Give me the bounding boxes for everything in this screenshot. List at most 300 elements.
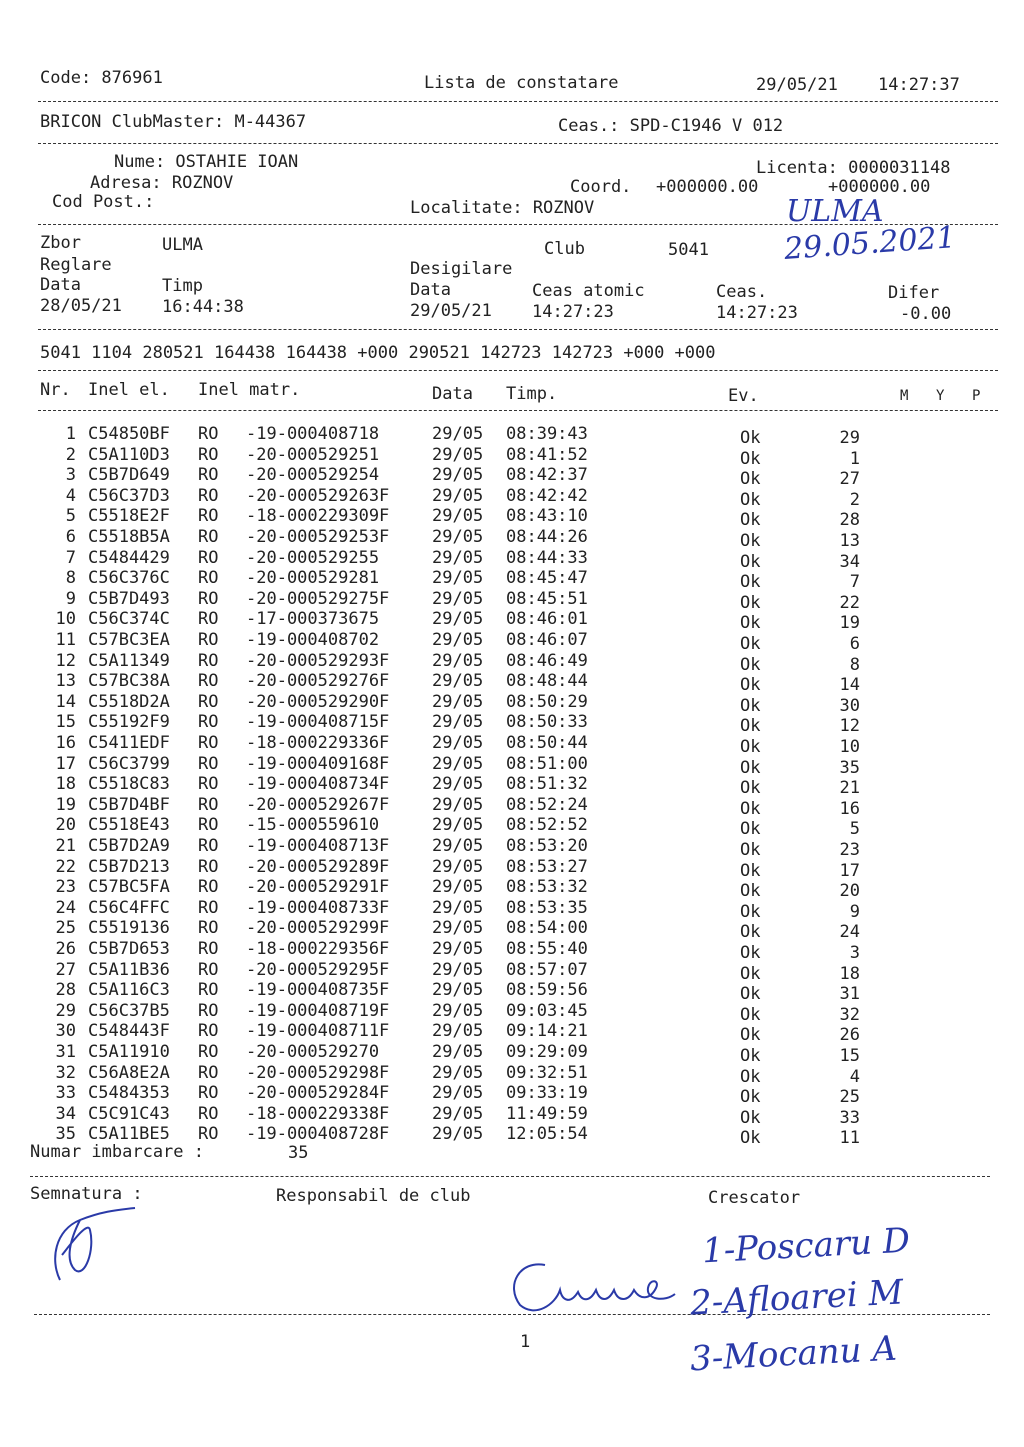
arrival-date: 29/05 <box>432 959 484 980</box>
row-number: 31 <box>55 1042 76 1062</box>
row-number: 20 <box>55 815 76 836</box>
arrival-time: 08:46:07 <box>506 630 588 650</box>
ring-number: -20-000529289F <box>246 856 390 877</box>
ring-number: -19-000408713F <box>246 836 390 856</box>
row-number: 28 <box>55 980 76 1001</box>
arrival-date: 29/05 <box>432 939 484 959</box>
table-row <box>0 424 1024 448</box>
electronic-ring: C5B7D493 <box>88 588 170 609</box>
col-ev: Ev. <box>728 386 759 406</box>
breeder-label: Crescator <box>708 1188 801 1208</box>
row-number: 2 <box>65 444 76 465</box>
electronic-ring: C5484353 <box>88 1083 170 1104</box>
table-row <box>0 856 1024 881</box>
country-code: RO <box>198 547 219 568</box>
arrival-time: 08:45:51 <box>506 588 588 609</box>
ring-number: -19-000408719F <box>246 1000 390 1021</box>
electronic-ring: C5B7D649 <box>88 465 170 486</box>
table-row <box>0 506 1024 531</box>
handwritten-witness-2: 2-Afloarei M <box>689 1272 905 1324</box>
event-status: Ok <box>740 613 761 634</box>
system-label: BRICON ClubMaster: M-44367 <box>40 112 307 132</box>
event-status: Ok <box>740 531 761 551</box>
ceas-time: 14:27:23 <box>716 303 798 323</box>
electronic-ring: C5C91C43 <box>88 1103 170 1124</box>
difer-label: Difer <box>888 283 940 303</box>
rank: 14 <box>839 675 860 696</box>
ring-number: -17-000373675 <box>246 609 380 630</box>
rank: 21 <box>839 778 860 799</box>
table-row <box>0 568 1024 593</box>
country-code: RO <box>198 1083 219 1104</box>
arrival-date: 29/05 <box>432 980 484 1001</box>
row-number: 17 <box>55 753 76 774</box>
country-code: RO <box>198 1021 219 1042</box>
electronic-ring: C5A11910 <box>88 1042 170 1062</box>
row-number: 34 <box>55 1103 76 1124</box>
arrival-date: 29/05 <box>432 444 484 465</box>
rank: 8 <box>849 654 860 675</box>
row-number: 24 <box>55 897 76 918</box>
arrival-time: 08:55:40 <box>506 939 588 959</box>
electronic-ring: C56C37D3 <box>88 485 170 506</box>
arrival-time: 08:42:42 <box>506 485 588 506</box>
rank: 9 <box>849 901 860 922</box>
arrival-time: 08:53:35 <box>506 897 588 918</box>
electronic-ring: C57BC3EA <box>88 630 170 650</box>
reglare-date: 28/05/21 <box>40 296 122 316</box>
event-status: Ok <box>740 489 761 510</box>
arrival-date: 29/05 <box>432 671 484 692</box>
arrival-time: 08:41:52 <box>506 444 588 465</box>
table-row <box>0 1000 1024 1025</box>
arrival-date: 29/05 <box>432 794 484 815</box>
ring-number: -15-000559610 <box>246 815 380 836</box>
document-title: Lista de constatare <box>424 73 619 93</box>
row-number: 33 <box>55 1083 76 1104</box>
separator <box>38 370 998 371</box>
table-row <box>0 1083 1024 1108</box>
arrival-time: 11:49:59 <box>506 1103 588 1124</box>
arrival-date: 29/05 <box>432 1083 484 1104</box>
locality: Localitate: ROZNOV <box>410 198 595 218</box>
row-number: 30 <box>55 1021 76 1042</box>
ring-number: -18-000229338F <box>246 1103 390 1124</box>
electronic-ring: C5A11B36 <box>88 959 170 980</box>
event-status: Ok <box>740 716 761 737</box>
country-code: RO <box>198 485 219 506</box>
row-number: 3 <box>65 465 76 486</box>
rank: 28 <box>839 510 860 531</box>
event-status: Ok <box>740 1066 761 1087</box>
row-number: 6 <box>65 527 76 547</box>
handwritten-witness-3: 3-Mocanu A <box>689 1328 898 1380</box>
rank: 19 <box>839 613 860 634</box>
ring-number: -20-000529281 <box>246 568 380 589</box>
arrival-time: 08:53:32 <box>506 877 588 898</box>
rank: 13 <box>839 531 860 551</box>
col-m: M <box>900 388 909 404</box>
arrival-time: 08:45:47 <box>506 568 588 589</box>
event-status: Ok <box>740 551 761 572</box>
event-status: Ok <box>740 860 761 881</box>
table-row <box>0 671 1024 696</box>
arrival-date: 29/05 <box>432 506 484 527</box>
event-status: Ok <box>740 510 761 531</box>
electronic-ring: C5B7D4BF <box>88 794 170 815</box>
arrival-time: 08:59:56 <box>506 980 588 1001</box>
arrival-time: 08:43:10 <box>506 506 588 527</box>
coord-label: Coord. <box>570 177 632 197</box>
row-number: 9 <box>65 588 76 609</box>
col-time: Timp. <box>506 384 558 404</box>
country-code: RO <box>198 609 219 630</box>
arrival-time: 08:57:07 <box>506 959 588 980</box>
row-number: 35 <box>55 1124 76 1145</box>
arrival-time: 08:52:24 <box>506 794 588 815</box>
ring-number: -20-000529291F <box>246 877 390 898</box>
electronic-ring: C56C374C <box>88 609 170 630</box>
arrival-date: 29/05 <box>432 712 484 733</box>
coord-1: +000000.00 <box>656 177 759 197</box>
electronic-ring: C5518E43 <box>88 815 170 836</box>
rank: 1 <box>849 448 860 469</box>
arrival-date: 29/05 <box>432 630 484 650</box>
col-p: P <box>972 388 981 404</box>
rank: 30 <box>839 695 860 716</box>
row-number: 8 <box>65 568 76 589</box>
rank: 32 <box>839 1004 860 1025</box>
arrival-date: 29/05 <box>432 1124 484 1145</box>
arrival-date: 29/05 <box>432 836 484 856</box>
rank: 25 <box>839 1087 860 1108</box>
arrival-time: 08:44:33 <box>506 547 588 568</box>
arrival-time: 08:44:26 <box>506 527 588 547</box>
rank: 5 <box>849 819 860 840</box>
country-code: RO <box>198 1000 219 1021</box>
data2-label: Data <box>410 280 451 300</box>
arrival-date: 29/05 <box>432 1021 484 1042</box>
event-status: Ok <box>740 1004 761 1025</box>
country-code: RO <box>198 753 219 774</box>
rank: 4 <box>849 1066 860 1087</box>
row-number: 15 <box>55 712 76 733</box>
arrival-time: 08:42:37 <box>506 465 588 486</box>
arrival-time: 08:50:33 <box>506 712 588 733</box>
country-code: RO <box>198 424 219 444</box>
col-ring-matr: Inel matr. <box>198 380 301 400</box>
timp-label: Timp <box>162 276 203 296</box>
electronic-ring: C55192F9 <box>88 712 170 733</box>
ring-number: -20-000529253F <box>246 527 390 547</box>
rank: 31 <box>839 984 860 1005</box>
arrival-date: 29/05 <box>432 753 484 774</box>
rank: 24 <box>839 922 860 943</box>
electronic-ring: C5411EDF <box>88 733 170 753</box>
ring-number: -20-000529290F <box>246 691 390 712</box>
ring-number: -20-000529267F <box>246 794 390 815</box>
country-code: RO <box>198 774 219 795</box>
event-status: Ok <box>740 840 761 860</box>
country-code: RO <box>198 444 219 465</box>
count-label: Numar imbarcare : <box>30 1142 204 1162</box>
ring-number: -20-000529254 <box>246 465 380 486</box>
table-row <box>0 939 1024 963</box>
electronic-ring: C5518B5A <box>88 527 170 547</box>
electronic-ring: C548443F <box>88 1021 170 1042</box>
event-status: Ok <box>740 819 761 840</box>
ring-number: -20-000529255 <box>246 547 380 568</box>
zbor-label: Zbor <box>40 233 81 253</box>
electronic-ring: C57BC38A <box>88 671 170 692</box>
handwritten-witness-1: 1-Poscaru D <box>701 1220 911 1272</box>
arrival-date: 29/05 <box>432 1062 484 1083</box>
country-code: RO <box>198 527 219 547</box>
country-code: RO <box>198 794 219 815</box>
arrival-time: 09:33:19 <box>506 1083 588 1104</box>
rank: 6 <box>849 634 860 654</box>
rank: 10 <box>839 737 860 757</box>
electronic-ring: C5518C83 <box>88 774 170 795</box>
row-number: 23 <box>55 877 76 898</box>
rank: 7 <box>849 572 860 593</box>
ring-number: -20-000529263F <box>246 485 390 506</box>
row-number: 1 <box>65 424 76 444</box>
table-row <box>0 527 1024 551</box>
electronic-ring: C5518D2A <box>88 691 170 712</box>
row-number: 27 <box>55 959 76 980</box>
ring-number: -18-000229356F <box>246 939 390 959</box>
count-value: 35 <box>288 1143 309 1163</box>
rank: 3 <box>849 943 860 963</box>
rank: 26 <box>839 1025 860 1046</box>
rank: 33 <box>839 1107 860 1128</box>
col-nr: Nr. <box>40 380 71 400</box>
print-time: 14:27:37 <box>878 75 960 95</box>
electronic-ring: C5484429 <box>88 547 170 568</box>
rank: 34 <box>839 551 860 572</box>
arrival-time: 08:48:44 <box>506 671 588 692</box>
rank: 18 <box>839 963 860 984</box>
country-code: RO <box>198 1103 219 1124</box>
arrival-time: 08:53:27 <box>506 856 588 877</box>
print-date: 29/05/21 <box>756 75 838 95</box>
row-number: 13 <box>55 671 76 692</box>
ring-number: -19-000408702 <box>246 630 380 650</box>
arrival-time: 09:14:21 <box>506 1021 588 1042</box>
table-row <box>0 733 1024 757</box>
table-row <box>0 774 1024 799</box>
country-code: RO <box>198 650 219 671</box>
event-status: Ok <box>740 757 761 778</box>
country-code: RO <box>198 939 219 959</box>
arrival-time: 09:32:51 <box>506 1062 588 1083</box>
arrival-time: 09:29:09 <box>506 1042 588 1062</box>
electronic-ring: C56C4FFC <box>88 897 170 918</box>
arrival-date: 29/05 <box>432 877 484 898</box>
row-number: 11 <box>55 630 76 650</box>
electronic-ring: C5B7D653 <box>88 939 170 959</box>
table-row <box>0 630 1024 654</box>
ring-number: -20-000529251 <box>246 444 380 465</box>
arrival-time: 09:03:45 <box>506 1000 588 1021</box>
row-number: 29 <box>55 1000 76 1021</box>
ring-number: -20-000529298F <box>246 1062 390 1083</box>
code-label: Code: 876961 <box>40 68 163 88</box>
table-row <box>0 959 1024 984</box>
event-status: Ok <box>740 634 761 654</box>
col-y: Y <box>936 388 945 404</box>
electronic-ring: C54850BF <box>88 424 170 444</box>
desigilare-date: 29/05/21 <box>410 301 492 321</box>
event-status: Ok <box>740 1046 761 1066</box>
electronic-ring: C5518E2F <box>88 506 170 527</box>
event-status: Ok <box>740 1128 761 1149</box>
arrival-date: 29/05 <box>432 897 484 918</box>
row-number: 7 <box>65 547 76 568</box>
arrival-date: 29/05 <box>432 568 484 589</box>
ring-number: -20-000529299F <box>246 918 390 939</box>
arrival-date: 29/05 <box>432 650 484 671</box>
country-code: RO <box>198 588 219 609</box>
table-row <box>0 980 1024 1005</box>
country-code: RO <box>198 959 219 980</box>
table-row <box>0 1103 1024 1128</box>
event-status: Ok <box>740 448 761 469</box>
handwritten-place: ULMA <box>786 194 884 229</box>
country-code: RO <box>198 980 219 1001</box>
rank: 11 <box>839 1128 860 1149</box>
table-row <box>0 650 1024 675</box>
event-status: Ok <box>740 654 761 675</box>
event-status: Ok <box>740 778 761 799</box>
arrival-time: 08:46:49 <box>506 650 588 671</box>
table-row <box>0 1042 1024 1066</box>
difer-value: -0.00 <box>900 304 952 324</box>
rank: 27 <box>839 469 860 490</box>
electronic-ring: C5A11BE5 <box>88 1124 170 1145</box>
row-number: 32 <box>55 1062 76 1083</box>
arrival-date: 29/05 <box>432 547 484 568</box>
event-status: Ok <box>740 592 761 613</box>
arrival-date: 29/05 <box>432 588 484 609</box>
zbor-value: ULMA <box>162 235 203 255</box>
event-status: Ok <box>740 798 761 819</box>
electronic-ring: C57BC5FA <box>88 877 170 898</box>
table-row <box>0 815 1024 840</box>
row-number: 14 <box>55 691 76 712</box>
ring-number: -20-000529293F <box>246 650 390 671</box>
ring-number: -18-000229309F <box>246 506 390 527</box>
code-line: 5041 1104 280521 164438 164438 +000 290521 142723 142723 +000 +000 <box>40 343 716 363</box>
arrival-time: 08:46:01 <box>506 609 588 630</box>
ring-number: -19-000408734F <box>246 774 390 795</box>
table-row <box>0 547 1024 572</box>
arrival-time: 08:39:43 <box>506 424 588 444</box>
event-status: Ok <box>740 572 761 593</box>
ring-number: -19-000408733F <box>246 897 390 918</box>
arrival-time: 08:53:20 <box>506 836 588 856</box>
event-status: Ok <box>740 675 761 696</box>
table-row <box>0 753 1024 778</box>
country-code: RO <box>198 671 219 692</box>
separator <box>38 143 998 144</box>
ring-number: -19-000408735F <box>246 980 390 1001</box>
separator <box>38 101 998 102</box>
electronic-ring: C56A8E2A <box>88 1062 170 1083</box>
arrival-date: 29/05 <box>432 424 484 444</box>
event-status: Ok <box>740 469 761 490</box>
arrival-time: 08:50:29 <box>506 691 588 712</box>
table-row <box>0 836 1024 860</box>
country-code: RO <box>198 897 219 918</box>
signature-label: Semnatura : <box>30 1184 143 1204</box>
row-number: 10 <box>55 609 76 630</box>
row-number: 19 <box>55 794 76 815</box>
country-code: RO <box>198 630 219 650</box>
arrival-date: 29/05 <box>432 733 484 753</box>
club-label: Club <box>544 239 585 259</box>
reglare-label: Reglare <box>40 255 112 275</box>
arrival-date: 29/05 <box>432 918 484 939</box>
country-code: RO <box>198 691 219 712</box>
country-code: RO <box>198 856 219 877</box>
ring-number: -20-000529276F <box>246 671 390 692</box>
country-code: RO <box>198 836 219 856</box>
rank: 12 <box>839 716 860 737</box>
clock-label: Ceas.: SPD-C1946 V 012 <box>558 116 784 136</box>
country-code: RO <box>198 733 219 753</box>
rank: 20 <box>839 881 860 902</box>
arrival-date: 29/05 <box>432 815 484 836</box>
rank: 35 <box>839 757 860 778</box>
col-ring-el: Inel el. <box>88 380 170 400</box>
row-number: 21 <box>55 836 76 856</box>
event-status: Ok <box>740 963 761 984</box>
row-number: 22 <box>55 856 76 877</box>
arrival-time: 08:51:32 <box>506 774 588 795</box>
country-code: RO <box>198 712 219 733</box>
ceas-label: Ceas. <box>716 282 768 302</box>
country-code: RO <box>198 1124 219 1145</box>
arrival-time: 08:52:52 <box>506 815 588 836</box>
event-status: Ok <box>740 695 761 716</box>
ring-number: -19-000408715F <box>246 712 390 733</box>
arrival-date: 29/05 <box>432 774 484 795</box>
row-number: 4 <box>65 485 76 506</box>
table-row <box>0 877 1024 902</box>
country-code: RO <box>198 1042 219 1062</box>
electronic-ring: C5A116C3 <box>88 980 170 1001</box>
arrival-date: 29/05 <box>432 691 484 712</box>
rank: 17 <box>839 860 860 881</box>
ring-number: -20-000529284F <box>246 1083 390 1104</box>
event-status: Ok <box>740 1025 761 1046</box>
row-number: 18 <box>55 774 76 795</box>
arrival-date: 29/05 <box>432 485 484 506</box>
ring-number: -19-000408711F <box>246 1021 390 1042</box>
electronic-ring: C56C3799 <box>88 753 170 774</box>
rank: 29 <box>839 428 860 448</box>
event-status: Ok <box>740 737 761 757</box>
ring-number: -20-000529270 <box>246 1042 380 1062</box>
electronic-ring: C56C37B5 <box>88 1000 170 1021</box>
arrival-time: 08:50:44 <box>506 733 588 753</box>
ring-number: -19-000409168F <box>246 753 390 774</box>
ring-number: -19-000408718 <box>246 424 380 444</box>
club-responsible-label: Responsabil de club <box>276 1186 471 1206</box>
atomic-time: 14:27:23 <box>532 302 614 322</box>
